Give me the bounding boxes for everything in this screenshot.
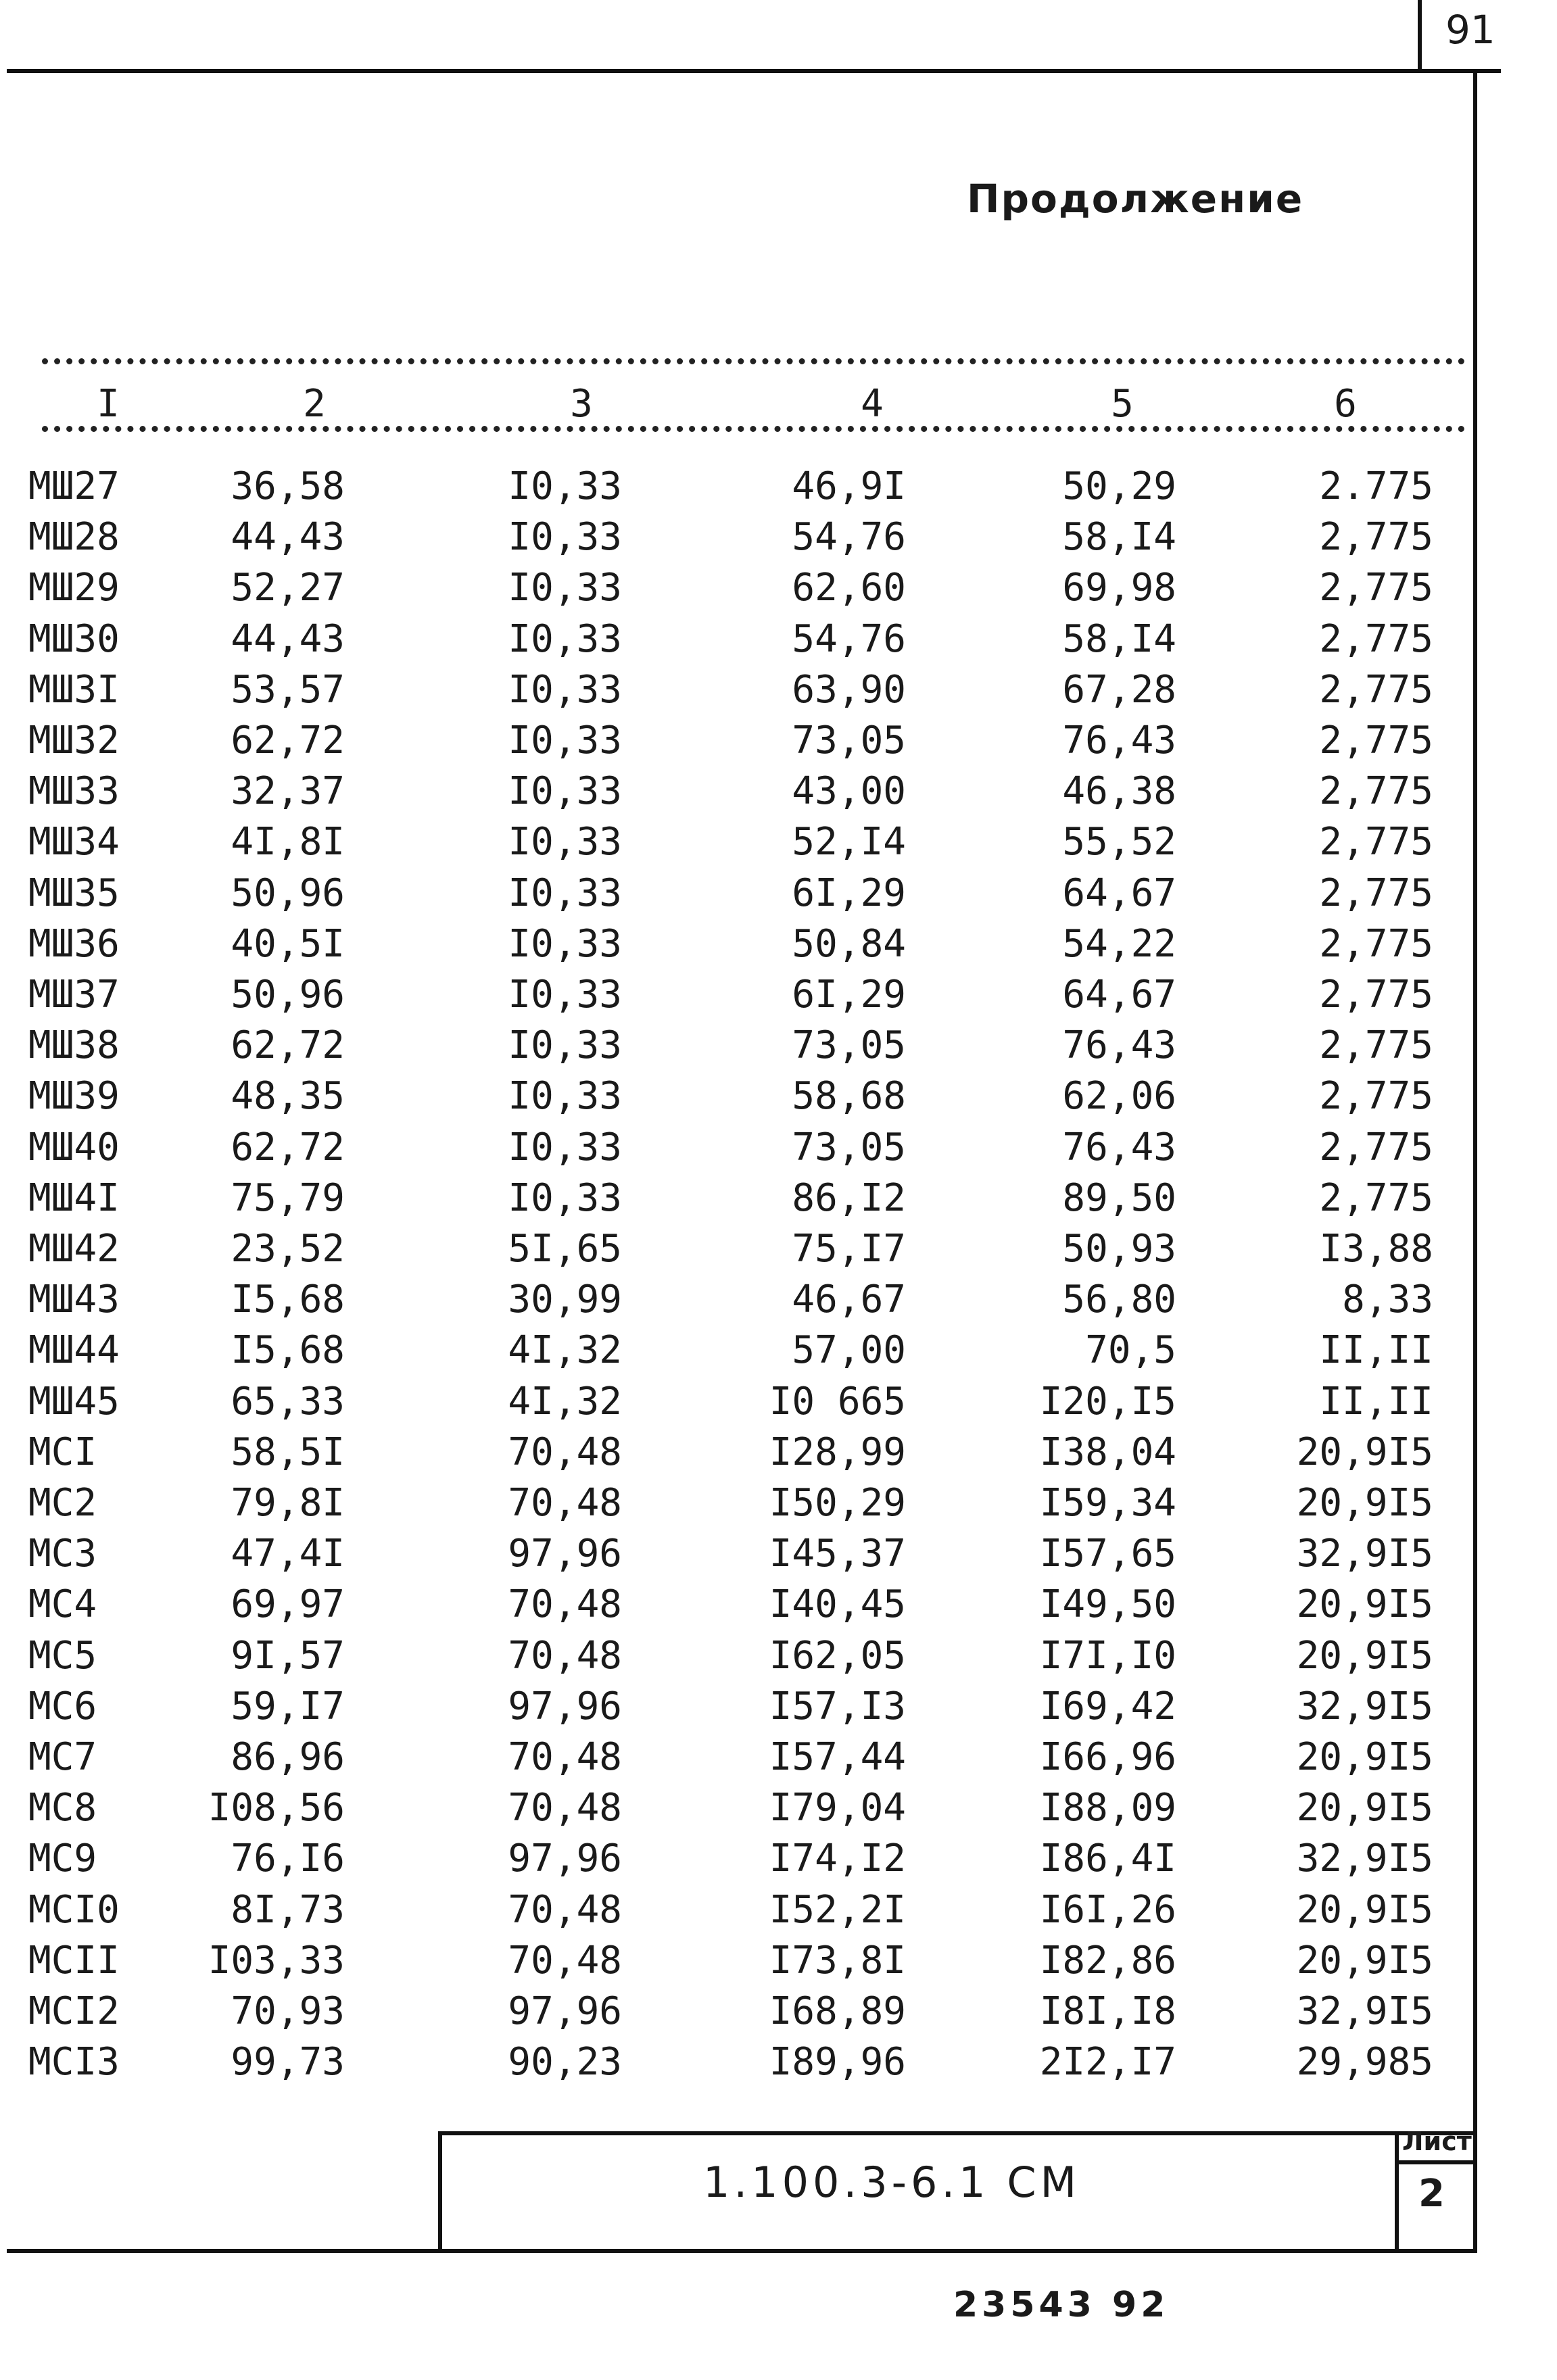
table-cell-col-3: 70,48 — [508, 1938, 622, 1983]
table-cell-col-1: МШ30 — [28, 616, 120, 661]
table-cell-col-6: 20,9I5 — [1296, 1887, 1433, 1932]
table-cell-col-2: 52,27 — [231, 566, 345, 610]
table-row — [0, 1936, 1487, 1986]
table-cell-col-3: 97,96 — [508, 1837, 622, 1881]
table-row — [0, 767, 1487, 817]
sheet-divider — [1395, 2160, 1477, 2164]
table-row — [0, 512, 1487, 562]
table-cell-col-2: I5,68 — [231, 1278, 345, 1322]
table-row — [0, 970, 1487, 1020]
table-cell-col-3: I0,33 — [508, 667, 622, 712]
table-cell-col-2: 44,43 — [231, 515, 345, 560]
table-row — [0, 563, 1487, 613]
table-cell-col-5: 89,50 — [1062, 1175, 1176, 1220]
table-cell-col-1: МШ38 — [28, 1023, 120, 1068]
table-cell-col-3: 70,48 — [508, 1887, 622, 1932]
table-row — [0, 665, 1487, 715]
table-cell-col-3: I0,33 — [508, 566, 622, 610]
table-row — [0, 462, 1487, 512]
table-cell-col-3: 70,48 — [508, 1582, 622, 1627]
header-bottom-rule — [42, 426, 1465, 432]
table-cell-col-5: 76,43 — [1062, 1023, 1176, 1068]
table-cell-col-2: 47,4I — [231, 1532, 345, 1576]
table-cell-col-3: 30,99 — [508, 1278, 622, 1322]
table-cell-col-5: I82,86 — [1039, 1938, 1176, 1983]
table-cell-col-1: МШ35 — [28, 871, 120, 915]
table-cell-col-2: 62,72 — [231, 719, 345, 762]
table-row — [0, 1580, 1487, 1630]
table-cell-col-5: I7I,I0 — [1039, 1633, 1176, 1678]
table-cell-col-4: 73,05 — [792, 1023, 906, 1068]
table-cell-col-3: 70,48 — [508, 1735, 622, 1779]
table-cell-col-3: 90,23 — [508, 2040, 622, 2085]
table-cell-col-1: МШ29 — [28, 566, 120, 610]
table-cell-col-6: II,II — [1319, 1379, 1433, 1424]
table-cell-col-3: I0,33 — [508, 1074, 622, 1119]
table-cell-col-2: 86,96 — [231, 1735, 345, 1779]
table-cell-col-4: I79,04 — [769, 1786, 906, 1830]
table-cell-col-1: МШ37 — [28, 973, 120, 1017]
table-cell-col-1: МС3 — [28, 1532, 97, 1576]
table-cell-col-6: 2,775 — [1319, 667, 1433, 712]
table-cell-col-5: 76,43 — [1062, 1125, 1176, 1169]
table-cell-col-1: МШ34 — [28, 820, 120, 865]
table-cell-col-2: I08,56 — [208, 1786, 345, 1830]
table-cell-col-1: МШ43 — [28, 1278, 120, 1322]
table-cell-col-3: I0,33 — [508, 464, 622, 508]
table-cell-col-2: 53,57 — [231, 667, 345, 712]
continuation-label: Продолжение — [967, 176, 1304, 222]
table-cell-col-5: 2I2,I7 — [1039, 2040, 1176, 2085]
table-cell-col-1: МШ42 — [28, 1227, 120, 1271]
table-cell-col-1: МШ3I — [28, 667, 120, 712]
table-cell-col-2: 99,73 — [231, 2040, 345, 2085]
table-cell-col-4: 50,84 — [792, 921, 906, 966]
table-cell-col-2: 75,79 — [231, 1175, 345, 1220]
table-cell-col-2: 36,58 — [231, 464, 345, 508]
table-cell-col-1: МС8 — [28, 1786, 97, 1830]
table-cell-col-2: 32,37 — [231, 769, 345, 814]
table-cell-col-1: МШ44 — [28, 1328, 120, 1373]
table-cell-col-5: 70,5 — [1085, 1328, 1176, 1373]
table-cell-col-2: 76,I6 — [231, 1837, 345, 1881]
table-cell-col-4: I73,8I — [769, 1938, 906, 1983]
table-cell-col-6: 2,775 — [1319, 973, 1433, 1017]
table-cell-col-4: 6I,29 — [792, 973, 906, 1017]
table-cell-col-3: I0,33 — [508, 616, 622, 661]
table-cell-col-3: 97,96 — [508, 1684, 622, 1728]
table-cell-col-6: 2,775 — [1319, 515, 1433, 560]
column-header-1: I — [97, 382, 120, 426]
table-cell-col-4: I0 665 — [769, 1379, 906, 1424]
page-number-divider — [1418, 0, 1422, 69]
table-cell-col-4: 43,00 — [792, 769, 906, 814]
table-cell-col-3: I0,33 — [508, 820, 622, 865]
table-cell-col-4: 52,I4 — [792, 820, 906, 865]
table-cell-col-1: МШ32 — [28, 719, 120, 762]
table-row — [0, 614, 1487, 664]
table-cell-col-6: 32,9I5 — [1296, 1684, 1433, 1728]
table-cell-col-4: 46,9I — [792, 464, 906, 508]
table-cell-col-6: 2,775 — [1319, 719, 1433, 762]
table-cell-col-2: 9I,57 — [231, 1633, 345, 1678]
column-header-5: 5 — [1111, 382, 1134, 426]
table-row — [0, 1071, 1487, 1121]
table-cell-col-4: 6I,29 — [792, 871, 906, 915]
table-row — [0, 1224, 1487, 1274]
table-cell-col-2: 69,97 — [231, 1582, 345, 1627]
table-cell-col-6: 20,9I5 — [1296, 1633, 1433, 1678]
table-cell-col-6: I3,88 — [1319, 1227, 1433, 1271]
table-row — [0, 1478, 1487, 1528]
document-code: 1.100.3-6.1 СМ — [703, 2158, 1081, 2207]
table-cell-col-3: 4I,32 — [508, 1379, 622, 1424]
table-cell-col-5: I8I,I8 — [1039, 1989, 1176, 2033]
table-cell-col-6: 2,775 — [1319, 616, 1433, 661]
table-cell-col-6: 2,775 — [1319, 1074, 1433, 1119]
table-cell-col-4: 75,I7 — [792, 1227, 906, 1271]
table-cell-col-5: I49,50 — [1039, 1582, 1176, 1627]
table-cell-col-3: 70,48 — [508, 1430, 622, 1474]
header-top-rule — [42, 358, 1465, 364]
table-cell-col-5: I69,42 — [1039, 1684, 1176, 1728]
sheet-label: Лист — [1402, 2127, 1472, 2156]
table-cell-col-6: 32,9I5 — [1296, 1989, 1433, 2033]
table-cell-col-1: МШ40 — [28, 1125, 120, 1169]
table-cell-col-3: 5I,65 — [508, 1227, 622, 1271]
table-row — [0, 1732, 1487, 1782]
table-cell-col-5: 62,06 — [1062, 1074, 1176, 1119]
table-cell-col-6: 32,9I5 — [1296, 1837, 1433, 1881]
table-cell-col-6: 8,33 — [1342, 1278, 1433, 1322]
table-row — [0, 1885, 1487, 1935]
table-cell-col-3: I0,33 — [508, 719, 622, 762]
table-cell-col-4: I45,37 — [769, 1532, 906, 1576]
table-cell-col-6: 2,775 — [1319, 820, 1433, 865]
table-cell-col-4: I74,I2 — [769, 1837, 906, 1881]
table-row — [0, 1682, 1487, 1732]
table-cell-col-5: I6I,26 — [1039, 1887, 1176, 1932]
table-row — [0, 1326, 1487, 1376]
table-row — [0, 1428, 1487, 1478]
table-row — [0, 869, 1487, 919]
table-cell-col-1: МШ36 — [28, 921, 120, 966]
table-cell-col-4: I50,29 — [769, 1481, 906, 1525]
table-cell-col-6: 20,9I5 — [1296, 1430, 1433, 1474]
table-cell-col-5: 76,43 — [1062, 719, 1176, 762]
table-cell-col-2: 62,72 — [231, 1125, 345, 1169]
table-cell-col-4: 63,90 — [792, 667, 906, 712]
table-cell-col-5: 54,22 — [1062, 921, 1176, 966]
table-cell-col-5: I59,34 — [1039, 1481, 1176, 1525]
table-cell-col-1: МСII — [28, 1938, 120, 1983]
table-cell-col-6: 20,9I5 — [1296, 1938, 1433, 1983]
table-row — [0, 2037, 1487, 2087]
table-cell-col-2: 44,43 — [231, 616, 345, 661]
table-cell-col-1: МШ45 — [28, 1379, 120, 1424]
table-cell-col-1: МСI0 — [28, 1887, 120, 1932]
table-cell-col-2: 65,33 — [231, 1379, 345, 1424]
table-cell-col-1: МС9 — [28, 1837, 97, 1881]
table-cell-col-3: I0,33 — [508, 515, 622, 560]
table-cell-col-2: I03,33 — [208, 1938, 345, 1983]
table-row — [0, 919, 1487, 969]
table-cell-col-3: I0,33 — [508, 871, 622, 915]
table-cell-col-6: 20,9I5 — [1296, 1481, 1433, 1525]
table-cell-col-2: 48,35 — [231, 1074, 345, 1119]
table-cell-col-6: 2.775 — [1319, 464, 1433, 508]
table-cell-col-4: 73,05 — [792, 1125, 906, 1169]
table-cell-col-6: 29,985 — [1296, 2040, 1433, 2085]
table-cell-col-1: МС2 — [28, 1481, 97, 1525]
table-cell-col-4: 58,68 — [792, 1074, 906, 1119]
table-cell-col-5: I20,I5 — [1039, 1379, 1176, 1424]
table-cell-col-2: 23,52 — [231, 1227, 345, 1271]
table-cell-col-2: 79,8I — [231, 1481, 345, 1525]
table-cell-col-2: I5,68 — [231, 1328, 345, 1373]
table-cell-col-4: I57,44 — [769, 1735, 906, 1779]
table-cell-col-3: 97,96 — [508, 1532, 622, 1576]
table-cell-col-2: 50,96 — [231, 973, 345, 1017]
table-cell-col-5: I88,09 — [1039, 1786, 1176, 1830]
table-cell-col-5: 56,80 — [1062, 1278, 1176, 1322]
table-cell-col-6: 2,775 — [1319, 566, 1433, 610]
table-row — [0, 1021, 1487, 1071]
table-cell-col-6: 2,775 — [1319, 1175, 1433, 1220]
table-cell-col-4: 73,05 — [792, 719, 906, 762]
table-cell-col-4: 46,67 — [792, 1278, 906, 1322]
table-cell-col-5: 50,93 — [1062, 1227, 1176, 1271]
table-cell-col-1: МСI3 — [28, 2040, 120, 2085]
column-header-2: 2 — [303, 382, 326, 426]
table-cell-col-6: 2,775 — [1319, 871, 1433, 915]
table-cell-col-1: МС4 — [28, 1582, 97, 1627]
table-cell-col-5: 58,I4 — [1062, 616, 1176, 661]
table-cell-col-1: МС6 — [28, 1684, 97, 1728]
table-cell-col-1: МШ39 — [28, 1074, 120, 1119]
table-cell-col-5: I86,4I — [1039, 1837, 1176, 1881]
table-cell-col-5: 64,67 — [1062, 871, 1176, 915]
table-cell-col-6: 2,775 — [1319, 1023, 1433, 1068]
table-cell-col-1: МШ4I — [28, 1175, 120, 1220]
table-cell-col-2: 62,72 — [231, 1023, 345, 1068]
table-cell-col-4: 54,76 — [792, 515, 906, 560]
table-row — [0, 1529, 1487, 1579]
table-cell-col-3: 70,48 — [508, 1481, 622, 1525]
table-cell-col-3: I0,33 — [508, 769, 622, 814]
table-row — [0, 1123, 1487, 1173]
table-cell-col-2: 70,93 — [231, 1989, 345, 2033]
table-row — [0, 1377, 1487, 1427]
table-cell-col-3: 4I,32 — [508, 1328, 622, 1373]
table-cell-col-1: МСI — [28, 1430, 97, 1474]
table-cell-col-1: МС7 — [28, 1735, 97, 1779]
table-cell-col-3: I0,33 — [508, 921, 622, 966]
table-row — [0, 716, 1487, 766]
table-cell-col-6: 2,775 — [1319, 769, 1433, 814]
table-cell-col-5: 55,52 — [1062, 820, 1176, 865]
table-cell-col-4: 62,60 — [792, 566, 906, 610]
table-cell-col-1: МШ28 — [28, 515, 120, 560]
sheet-number: 2 — [1418, 2172, 1445, 2216]
table-cell-col-1: МСI2 — [28, 1989, 120, 2033]
table-row — [0, 817, 1487, 867]
column-header-6: 6 — [1334, 382, 1357, 426]
table-cell-col-4: I57,I3 — [769, 1684, 906, 1728]
table-cell-col-5: 67,28 — [1062, 667, 1176, 712]
table-cell-col-4: 57,00 — [792, 1328, 906, 1373]
table-cell-col-4: 54,76 — [792, 616, 906, 661]
table-cell-col-6: 32,9I5 — [1296, 1532, 1433, 1576]
table-cell-col-3: 70,48 — [508, 1786, 622, 1830]
table-cell-col-3: I0,33 — [508, 1125, 622, 1169]
table-cell-col-3: 97,96 — [508, 1989, 622, 2033]
table-cell-col-6: 20,9I5 — [1296, 1786, 1433, 1830]
table-cell-col-4: 86,I2 — [792, 1175, 906, 1220]
page-number: 91 — [1445, 7, 1495, 53]
table-cell-col-2: 4I,8I — [231, 820, 345, 865]
top-border-line — [7, 69, 1501, 73]
table-row — [0, 1173, 1487, 1223]
table-row — [0, 1631, 1487, 1681]
table-cell-col-4: I68,89 — [769, 1989, 906, 2033]
table-row — [0, 1834, 1487, 1884]
table-cell-col-6: 20,9I5 — [1296, 1735, 1433, 1779]
table-cell-col-1: МШ33 — [28, 769, 120, 814]
table-cell-col-5: I38,04 — [1039, 1430, 1176, 1474]
table-cell-col-2: 58,5I — [231, 1430, 345, 1474]
table-cell-col-4: I89,96 — [769, 2040, 906, 2085]
table-cell-col-2: 8I,73 — [231, 1887, 345, 1932]
table-cell-col-5: 64,67 — [1062, 973, 1176, 1017]
table-cell-col-5: 69,98 — [1062, 566, 1176, 610]
archive-number: 23543 92 — [953, 2285, 1170, 2325]
table-cell-col-4: I40,45 — [769, 1582, 906, 1627]
table-cell-col-2: 50,96 — [231, 871, 345, 915]
table-cell-col-5: 50,29 — [1062, 464, 1176, 508]
table-row — [0, 1783, 1487, 1833]
table-cell-col-6: 2,775 — [1319, 1125, 1433, 1169]
table-cell-col-4: I62,05 — [769, 1633, 906, 1678]
table-cell-col-1: МС5 — [28, 1633, 97, 1678]
table-cell-col-6: 20,9I5 — [1296, 1582, 1433, 1627]
table-cell-col-3: 70,48 — [508, 1633, 622, 1678]
table-cell-col-3: I0,33 — [508, 1023, 622, 1068]
table-cell-col-4: I28,99 — [769, 1430, 906, 1474]
table-cell-col-4: I52,2I — [769, 1887, 906, 1932]
column-header-3: 3 — [570, 382, 593, 426]
table-cell-col-3: I0,33 — [508, 1175, 622, 1220]
column-header-4: 4 — [861, 382, 884, 426]
table-cell-col-5: I66,96 — [1039, 1735, 1176, 1779]
table-cell-col-5: I57,65 — [1039, 1532, 1176, 1576]
table-cell-col-6: 2,775 — [1319, 921, 1433, 966]
table-row — [0, 1987, 1487, 2037]
table-cell-col-5: 58,I4 — [1062, 515, 1176, 560]
table-cell-col-2: 59,I7 — [231, 1684, 345, 1728]
table-cell-col-6: II,II — [1319, 1328, 1433, 1373]
table-cell-col-5: 46,38 — [1062, 769, 1176, 814]
table-row — [0, 1275, 1487, 1325]
table-cell-col-1: МШ27 — [28, 464, 120, 508]
table-cell-col-3: I0,33 — [508, 973, 622, 1017]
table-cell-col-2: 40,5I — [231, 921, 345, 966]
